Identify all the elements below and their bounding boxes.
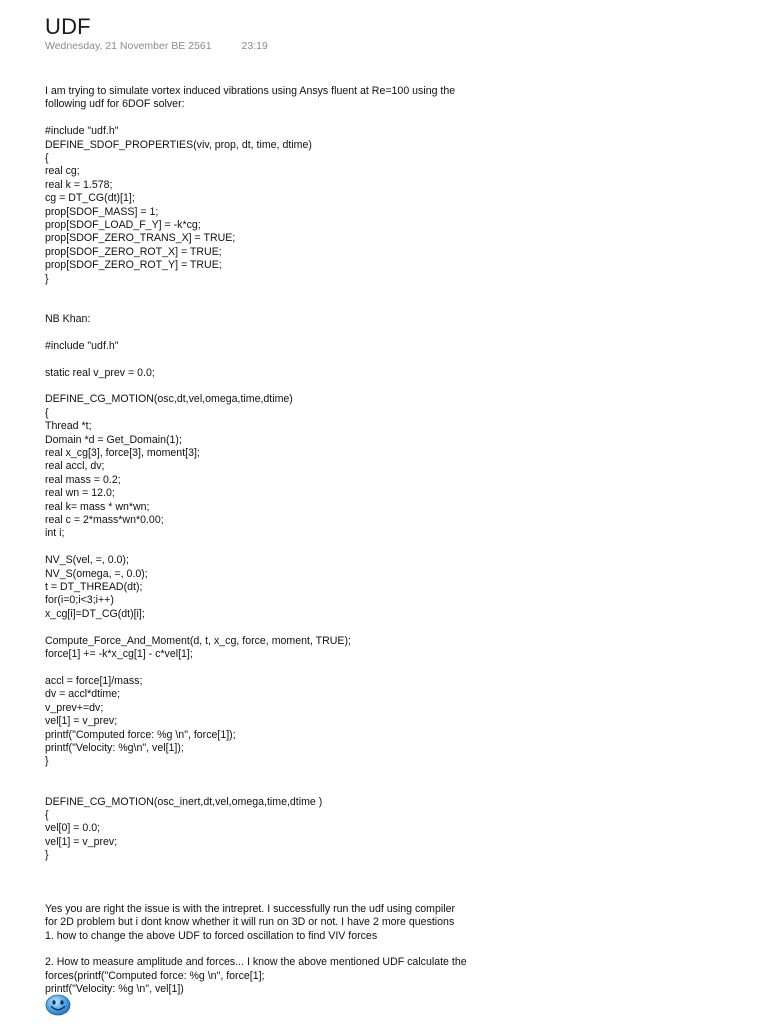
text-line: for(i=0;i<3;i++) [45,594,114,607]
text-line: prop[SDOF_ZERO_ROT_X] = TRUE; [45,245,222,258]
page-title: UDF [45,14,91,39]
text-line: int i; [45,527,65,540]
blank-line [45,326,745,339]
blank-line [45,353,745,366]
text-line: { [45,406,49,419]
text-line: vel[1] = v_prev; [45,835,118,848]
text-line: } [45,849,49,862]
text-line: real k = 1.578; [45,178,113,191]
text-line: real mass = 0.2; [45,473,121,486]
blank-line [45,863,745,876]
blank-line [45,541,745,554]
text-line: prop[SDOF_ZERO_TRANS_X] = TRUE; [45,232,236,245]
text-line: I am trying to simulate vortex induced vibrations using Ansys fluent at Re=100 using the [45,85,456,97]
text-line: NV_S(vel, =, 0.0); [45,554,129,567]
text-line: real accl, dv; [45,460,105,473]
text-line: { [45,808,49,821]
text-line: real wn = 12.0; [45,487,115,500]
text-line: 2. How to measure amplitude and forces... I know the above mentioned UDF calculate the [45,956,467,969]
text-line: printf("Velocity: %g \n", vel[1]) [45,983,184,996]
blank-line [45,782,745,795]
text-line: prop[SDOF_LOAD_F_Y] = -k*cg; [45,219,201,232]
blank-line [45,300,745,313]
text-line: NV_S(omega, =, 0.0); [45,567,148,580]
text-line: t = DT_THREAD(dt); [45,581,143,594]
text-line: 1. how to change the above UDF to forced oscillation to find VIV forces [45,929,378,942]
text-line: vel[0] = 0.0; [45,822,101,835]
text-line: vel[1] = v_prev; [45,715,118,728]
text-line: Domain *d = Get_Domain(1); [45,433,182,446]
text-line: real cg; [45,165,80,178]
text-line: real k= mass * wn*wn; [45,500,150,513]
note-timestamp [45,40,268,52]
text-line: cg = DT_CG(dt)[1]; [45,192,135,205]
text-line: DEFINE_SDOF_PROPERTIES(viv, prop, dt, time, dtime) [45,138,312,151]
text-line: real x_cg[3], force[3], moment[3]; [45,446,200,459]
text-line: for 2D problem but i dont know whether it will run on 3D or not. I have 2 more questions [45,916,455,929]
blank-line [45,769,745,782]
blank-line [45,621,745,634]
smiley-face-icon [45,994,71,1016]
blank-line [45,380,745,393]
blank-line [45,876,745,889]
text-line: #include "udf.h" [45,339,119,352]
text-line: prop[SDOF_ZERO_ROT_Y] = TRUE; [45,259,222,272]
text-line: printf("Computed force: %g \n", force[1]); [45,728,236,741]
text-line: following udf for 6DOF solver: [45,98,185,111]
note-time: 23:19 [241,40,268,52]
text-line: static real v_prev = 0.0; [45,366,155,379]
text-line: accl = force[1]/mass; [45,674,143,687]
text-line: NB Khan: [45,312,91,325]
text-line: DEFINE_CG_MOTION(osc_inert,dt,vel,omega,time,dtime ) [45,795,323,808]
text-line: { [45,152,49,165]
text-line: Thread *t; [45,420,92,433]
blank-line [45,943,745,956]
text-line: dv = accl*dtime; [45,688,121,701]
text-line: prop[SDOF_MASS] = 1; [45,205,159,218]
blank-line [45,889,745,902]
text-line: Yes you are right the issue is with the intrepret. I successfully run the udf using compiler [45,902,456,915]
text-line: force[1] += -k*x_cg[1] - c*vel[1]; [45,648,193,661]
note-body [45,85,745,997]
text-line: real c = 2*mass*wn*0.00; [45,514,164,526]
text-line: v_prev+=dv; [45,701,104,714]
text-line: } [45,272,49,285]
text-line: Compute_Force_And_Moment(d, t, x_cg, force, moment, TRUE); [45,634,351,647]
text-line: #include "udf.h" [45,125,119,138]
text-line: } [45,755,49,768]
blank-line [45,286,745,299]
text-line: printf("Velocity: %g\n", vel[1]); [45,741,184,754]
text-line: DEFINE_CG_MOTION(osc,dt,vel,omega,time,dtime) [45,393,293,406]
note-date: Wednesday, 21 November BE 2561 [45,40,212,52]
text-line: forces(printf("Computed force: %g \n", force[1]; [45,969,265,982]
blank-line [45,661,745,674]
text-line: x_cg[i]=DT_CG(dt)[i]; [45,607,145,620]
blank-line [45,112,745,125]
